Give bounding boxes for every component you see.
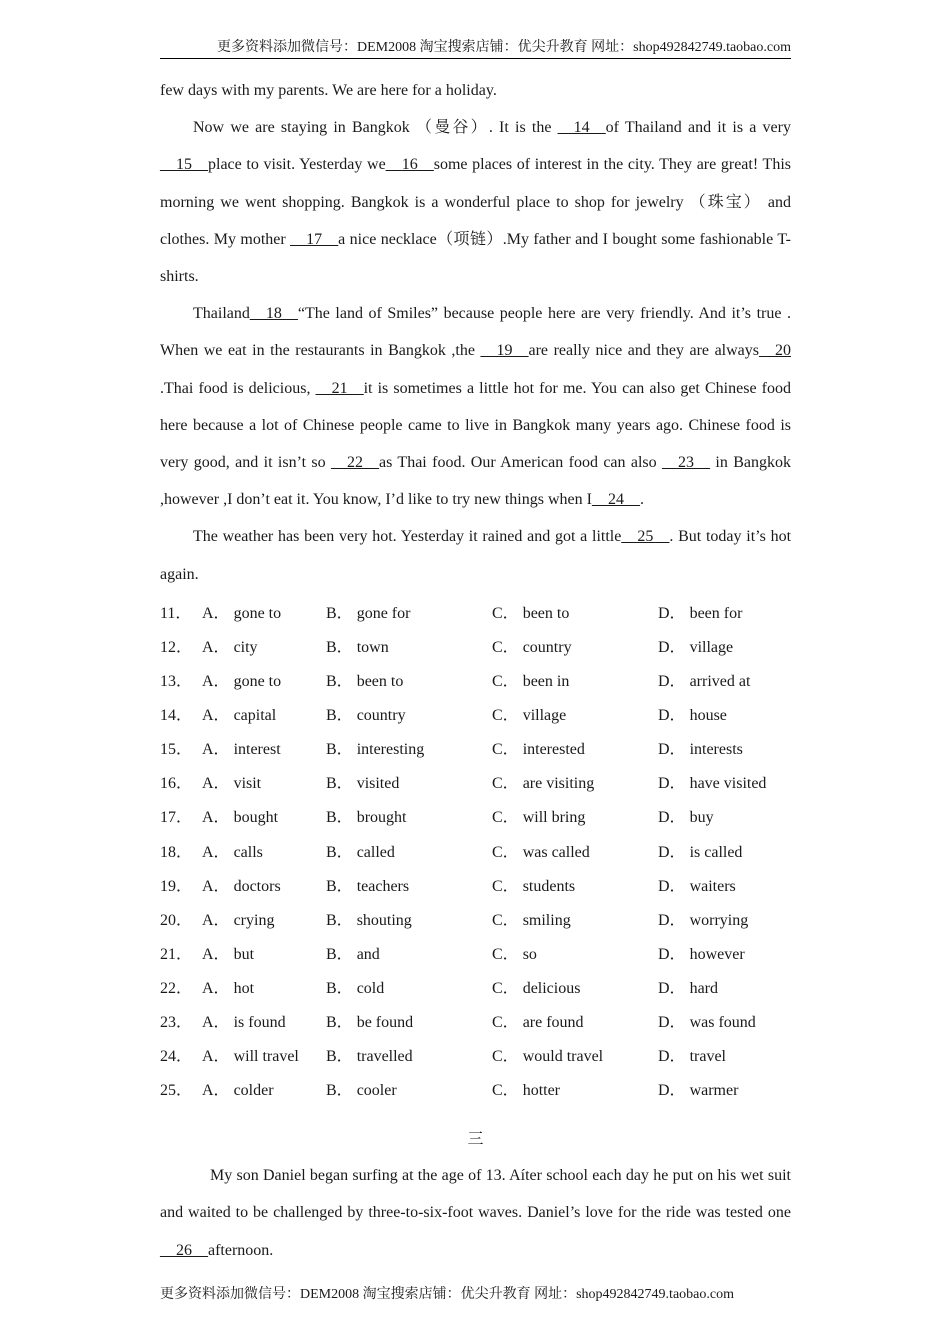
option-a xyxy=(202,699,326,733)
question-number: 20． xyxy=(160,911,193,929)
option-letter: C． xyxy=(492,741,519,759)
option-text: visited xyxy=(356,775,400,793)
blank-23: __23__ xyxy=(662,454,711,472)
option-row xyxy=(160,972,791,1006)
option-letter: D． xyxy=(658,707,686,725)
option-text: delicious xyxy=(522,979,581,997)
option-text: students xyxy=(522,877,576,895)
option-text: worrying xyxy=(689,911,749,929)
option-d xyxy=(658,631,733,665)
option-d xyxy=(658,870,736,904)
option-row xyxy=(160,767,791,801)
option-text: gone to xyxy=(233,673,282,691)
option-letter: A． xyxy=(202,741,230,759)
option-text: would travel xyxy=(522,1048,604,1066)
option-text: be found xyxy=(356,1013,414,1031)
option-c xyxy=(492,938,658,972)
option-letter: D． xyxy=(658,979,686,997)
paragraph-1: few days with my parents. We are here for a holiday. xyxy=(160,82,497,99)
option-row xyxy=(160,801,791,835)
option-text: crying xyxy=(233,911,275,929)
option-letter: A． xyxy=(202,638,230,656)
option-c xyxy=(492,631,658,665)
option-letter: A． xyxy=(202,945,230,963)
option-letter: A． xyxy=(202,1013,230,1031)
option-letter: C． xyxy=(492,673,519,691)
option-row xyxy=(160,904,791,938)
option-text: teachers xyxy=(356,877,410,895)
option-letter: A． xyxy=(202,843,230,861)
option-letter: B． xyxy=(326,911,353,929)
option-letter: C． xyxy=(492,911,519,929)
option-letter: D． xyxy=(658,673,686,691)
option-a xyxy=(202,767,326,801)
option-letter: D． xyxy=(658,911,686,929)
option-row xyxy=(160,938,791,972)
option-letter: A． xyxy=(202,673,230,691)
paragraph-4: The weather has been very hot. Yesterday it rained and got a little__25__. But today it’s hot again. xyxy=(160,528,792,583)
option-b xyxy=(326,972,492,1006)
option-text: been to xyxy=(522,604,570,622)
option-c xyxy=(492,733,658,767)
page-header: 更多资料添加微信号：DEM2008 淘宝搜索店铺：优尖升教育 网址：shop492842749.taobao.com xyxy=(160,38,791,59)
question-number: 18． xyxy=(160,843,193,861)
option-letter: D． xyxy=(658,877,686,895)
option-a xyxy=(202,801,326,835)
question-number: 15． xyxy=(160,741,193,759)
option-a xyxy=(202,733,326,767)
option-d xyxy=(658,665,750,699)
option-letter: A． xyxy=(202,604,230,622)
option-b xyxy=(326,1074,492,1108)
option-d xyxy=(658,767,766,801)
paragraph-section3: My son Daniel began surfing at the age of 13. Aíter school each day he put on his wet suit and waited to be challenged by three-to-six-foot waves. Daniel’s love for the ride was tested one __26__afternoon. xyxy=(160,1167,791,1259)
option-row xyxy=(160,836,791,870)
option-b xyxy=(326,767,492,801)
option-text: cooler xyxy=(356,1082,397,1100)
option-letter: D． xyxy=(658,843,686,861)
option-c xyxy=(492,1040,658,1074)
question-number: 23． xyxy=(160,1013,193,1031)
option-text: calls xyxy=(233,843,263,861)
option-letter: B． xyxy=(326,707,353,725)
option-letter: D． xyxy=(658,1013,686,1031)
option-a xyxy=(202,631,326,665)
option-b xyxy=(326,1040,492,1074)
option-letter: B． xyxy=(326,809,353,827)
option-text: brought xyxy=(356,809,407,827)
option-text: gone for xyxy=(356,604,411,622)
option-text: colder xyxy=(233,1082,274,1100)
option-letter: C． xyxy=(492,638,519,656)
option-text: smiling xyxy=(522,911,571,929)
option-a xyxy=(202,1040,326,1074)
option-letter: C． xyxy=(492,1013,519,1031)
option-letter: D． xyxy=(658,809,686,827)
option-text: travel xyxy=(689,1048,726,1066)
option-c xyxy=(492,699,658,733)
option-text: hotter xyxy=(522,1082,561,1100)
option-b xyxy=(326,801,492,835)
option-d xyxy=(658,699,727,733)
option-letter: B． xyxy=(326,1013,353,1031)
option-d xyxy=(658,1074,738,1108)
option-c xyxy=(492,1006,658,1040)
option-text: interest xyxy=(233,741,281,759)
option-d xyxy=(658,801,714,835)
document-body xyxy=(160,72,791,1269)
option-letter: B． xyxy=(326,741,353,759)
option-text: country xyxy=(522,638,572,656)
option-d xyxy=(658,938,745,972)
blank-20: __20 xyxy=(759,342,791,360)
option-text: hot xyxy=(233,979,255,997)
option-letter: A． xyxy=(202,809,230,827)
option-text: are visiting xyxy=(522,775,595,793)
blank-19: __19__ xyxy=(480,342,529,360)
question-number: 17． xyxy=(160,809,193,827)
blank-16: __16__ xyxy=(385,156,434,174)
option-letter: A． xyxy=(202,707,230,725)
option-text: waiters xyxy=(689,877,736,895)
option-letter: B． xyxy=(326,775,353,793)
option-a xyxy=(202,665,326,699)
option-letter: A． xyxy=(202,979,230,997)
option-d xyxy=(658,1006,756,1040)
option-c xyxy=(492,972,658,1006)
option-text: called xyxy=(356,843,395,861)
option-row xyxy=(160,665,791,699)
option-text: city xyxy=(233,638,258,656)
option-text: bought xyxy=(233,809,279,827)
option-letter: A． xyxy=(202,1048,230,1066)
option-letter: C． xyxy=(492,843,519,861)
option-row xyxy=(160,597,791,631)
option-text: interests xyxy=(689,741,743,759)
option-a xyxy=(202,972,326,1006)
option-c xyxy=(492,665,658,699)
option-a xyxy=(202,1006,326,1040)
option-text: travelled xyxy=(356,1048,413,1066)
option-letter: B． xyxy=(326,877,353,895)
option-text: doctors xyxy=(233,877,281,895)
option-text: buy xyxy=(689,809,714,827)
option-b xyxy=(326,733,492,767)
option-letter: C． xyxy=(492,604,519,622)
option-letter: A． xyxy=(202,1082,230,1100)
option-letter: C． xyxy=(492,877,519,895)
option-d xyxy=(658,1040,726,1074)
option-c xyxy=(492,597,658,631)
option-b xyxy=(326,597,492,631)
paragraph-3: Thailand__18__“The land of Smiles” because people here are very friendly. And it’s true . When we eat in the restaurants in Bangkok ,the __19__are really nice and they are always__20 .Thai food is delicious, __21__it is sometimes a little hot for me. You can also get Chinese food here because a lot of Chinese people came to live in Bangkok many years ago. Chinese food is very good, and it isn’t so __22__as Thai food. Our American food can also __23__ in Bangkok ,however ,I don’t eat it. You know, I’d like to try new things when I__24__. xyxy=(160,305,791,509)
options-list xyxy=(160,597,791,1108)
option-text: house xyxy=(689,707,727,725)
option-row xyxy=(160,1006,791,1040)
option-letter: D． xyxy=(658,638,686,656)
option-b xyxy=(326,699,492,733)
option-text: warmer xyxy=(689,1082,739,1100)
option-b xyxy=(326,665,492,699)
option-c xyxy=(492,836,658,870)
option-letter: A． xyxy=(202,775,230,793)
option-letter: C． xyxy=(492,707,519,725)
option-text: was found xyxy=(689,1013,756,1031)
option-letter: D． xyxy=(658,1082,686,1100)
option-letter: B． xyxy=(326,604,353,622)
option-letter: C． xyxy=(492,945,519,963)
option-text: is called xyxy=(689,843,743,861)
blank-14: __14__ xyxy=(557,119,606,137)
option-row xyxy=(160,631,791,665)
option-text: interesting xyxy=(356,741,425,759)
option-b xyxy=(326,631,492,665)
question-number: 13． xyxy=(160,673,193,691)
blank-17: __17__ xyxy=(290,230,339,248)
option-letter: C． xyxy=(492,1082,519,1100)
option-text: are found xyxy=(522,1013,584,1031)
option-b xyxy=(326,1006,492,1040)
option-row xyxy=(160,733,791,767)
option-letter: D． xyxy=(658,945,686,963)
question-number: 11． xyxy=(160,604,192,622)
option-text: however xyxy=(689,945,745,963)
option-letter: C． xyxy=(492,979,519,997)
option-letter: B． xyxy=(326,979,353,997)
option-text: but xyxy=(233,945,255,963)
option-c xyxy=(492,1074,658,1108)
option-letter: B． xyxy=(326,945,353,963)
option-text: interested xyxy=(522,741,585,759)
option-text: hard xyxy=(689,979,718,997)
option-letter: D． xyxy=(658,741,686,759)
option-text: will travel xyxy=(233,1048,299,1066)
option-letter: D． xyxy=(658,1048,686,1066)
option-row xyxy=(160,1074,791,1108)
option-letter: A． xyxy=(202,911,230,929)
option-row xyxy=(160,1040,791,1074)
option-text: have visited xyxy=(689,775,767,793)
option-d xyxy=(658,733,743,767)
option-text: town xyxy=(356,638,389,656)
option-text: village xyxy=(522,707,567,725)
option-letter: C． xyxy=(492,775,519,793)
option-text: will bring xyxy=(522,809,586,827)
option-c xyxy=(492,767,658,801)
option-text: village xyxy=(689,638,734,656)
option-letter: B． xyxy=(326,1048,353,1066)
option-letter: C． xyxy=(492,809,519,827)
option-a xyxy=(202,1074,326,1108)
option-text: so xyxy=(522,945,537,963)
option-text: capital xyxy=(233,707,277,725)
question-number: 12． xyxy=(160,638,193,656)
option-text: is found xyxy=(233,1013,286,1031)
option-letter: D． xyxy=(658,775,686,793)
option-letter: B． xyxy=(326,638,353,656)
option-b xyxy=(326,904,492,938)
option-text: been to xyxy=(356,673,404,691)
option-text: was called xyxy=(522,843,590,861)
option-b xyxy=(326,938,492,972)
option-c xyxy=(492,801,658,835)
option-letter: C． xyxy=(492,1048,519,1066)
option-text: arrived at xyxy=(689,673,751,691)
option-letter: B． xyxy=(326,843,353,861)
option-letter: D． xyxy=(658,604,686,622)
option-row xyxy=(160,870,791,904)
blank-18: __18__ xyxy=(249,305,298,323)
option-a xyxy=(202,836,326,870)
question-number: 24． xyxy=(160,1048,193,1066)
section-title: 三 xyxy=(467,1131,484,1149)
blank-25: __25__ xyxy=(621,528,670,546)
question-number: 14． xyxy=(160,707,193,725)
option-a xyxy=(202,904,326,938)
option-a xyxy=(202,938,326,972)
question-number: 25． xyxy=(160,1082,193,1100)
blank-22: __22__ xyxy=(331,454,380,472)
option-text: been for xyxy=(689,604,743,622)
option-b xyxy=(326,870,492,904)
option-d xyxy=(658,972,718,1006)
question-number: 16． xyxy=(160,775,193,793)
option-letter: B． xyxy=(326,1082,353,1100)
option-c xyxy=(492,904,658,938)
option-text: shouting xyxy=(356,911,412,929)
option-a xyxy=(202,870,326,904)
question-number: 21． xyxy=(160,945,193,963)
option-text: been in xyxy=(522,673,570,691)
option-d xyxy=(658,597,742,631)
option-text: gone to xyxy=(233,604,282,622)
option-d xyxy=(658,836,742,870)
option-d xyxy=(658,904,748,938)
question-number: 19． xyxy=(160,877,193,895)
page-footer: 更多资料添加微信号：DEM2008 淘宝搜索店铺：优尖升教育 网址：shop492842749.taobao.com xyxy=(160,1287,734,1302)
option-letter: B． xyxy=(326,673,353,691)
option-text: country xyxy=(356,707,406,725)
blank-24: __24__ xyxy=(591,491,640,509)
option-text: visit xyxy=(233,775,262,793)
option-c xyxy=(492,870,658,904)
option-letter: A． xyxy=(202,877,230,895)
blank-21: __21__ xyxy=(315,379,364,397)
option-b xyxy=(326,836,492,870)
option-text: and xyxy=(356,945,380,963)
blank-26: __26__ xyxy=(160,1241,208,1259)
question-number: 22． xyxy=(160,979,193,997)
paragraph-2: Now we are staying in Bangkok （曼谷）. It is the __14__of Thailand and it is a very __15__place to visit. Yesterday we__16__some places of interest in the city. They are great! This morning we went shopping. Bangkok is a wonderful place to shop for jewelry （珠宝） and clothes. My mother __17__a nice necklace（项链）.My father and I bought some fashionable T-shirts. xyxy=(160,119,791,286)
blank-15: __15__ xyxy=(160,156,208,174)
option-text: cold xyxy=(356,979,385,997)
option-row xyxy=(160,699,791,733)
option-a xyxy=(202,597,326,631)
